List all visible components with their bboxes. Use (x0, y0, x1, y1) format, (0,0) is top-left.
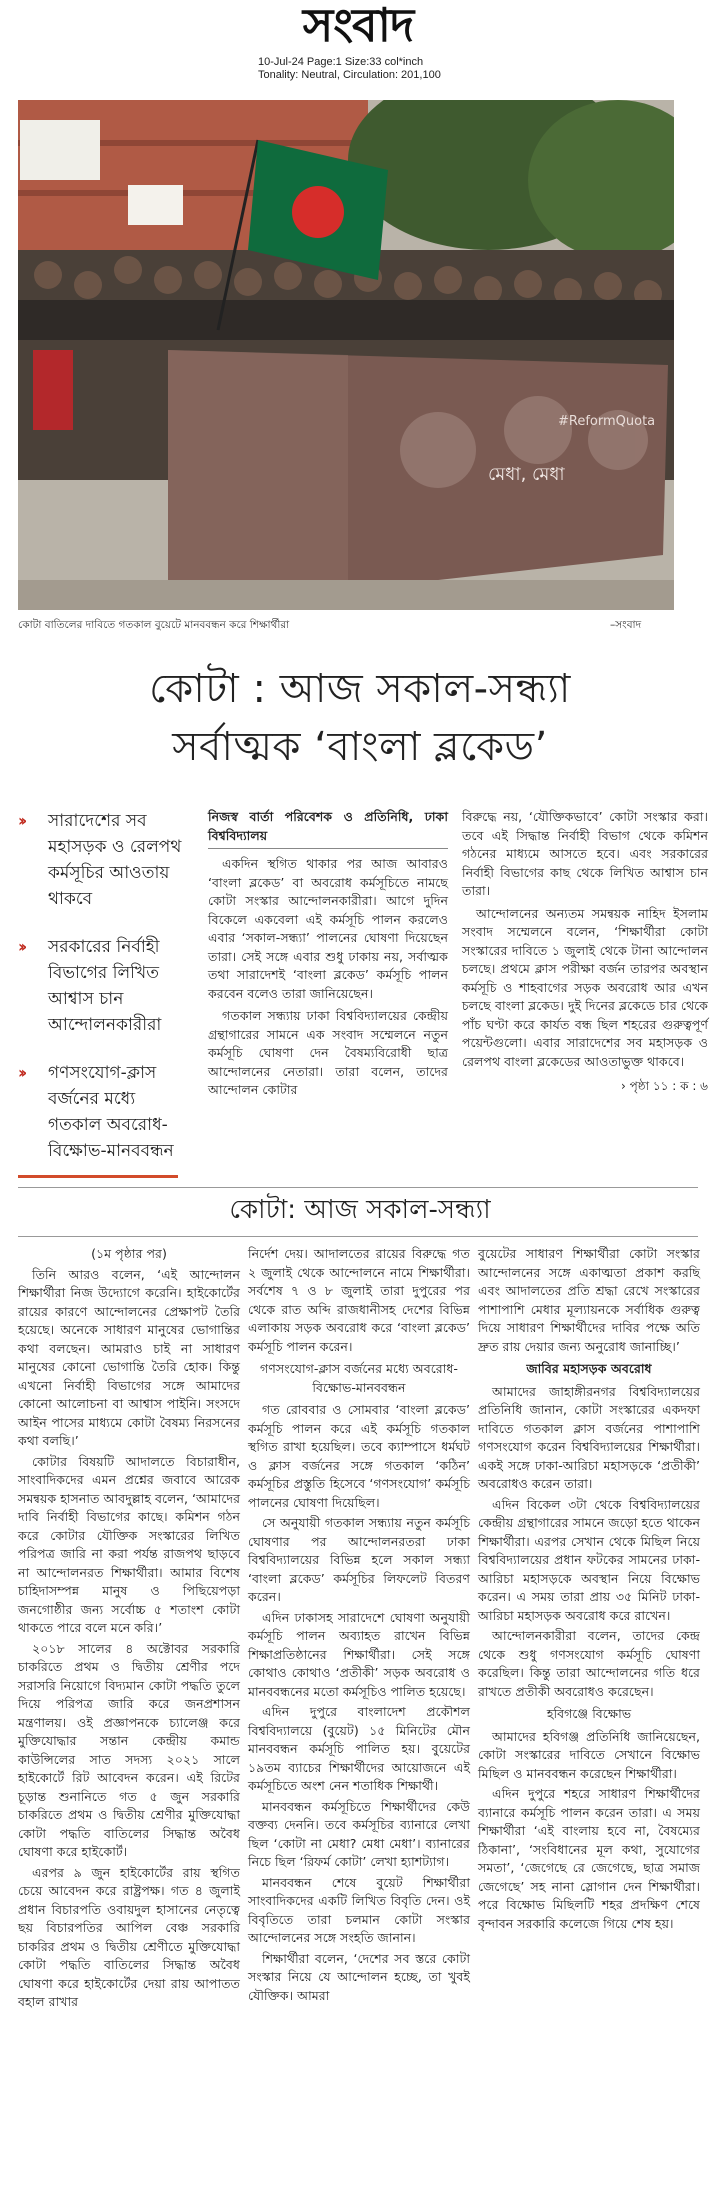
double-arrow-icon: ›› (18, 1063, 24, 1082)
subheading: গণসংযোগ-ক্লাস বর্জনের মধ্যে অবরোধ-বিক্ষোভ-মানববন্ধন (260, 1361, 458, 1395)
double-arrow-icon: ›› (18, 811, 24, 830)
byline: নিজস্ব বার্তা পরিবেশক ও প্রতিনিধি, ঢাকা বিশ্ববিদ্যালয় (208, 808, 448, 849)
news-photo (18, 100, 674, 610)
banner-slogan: মেধা, মেধা (488, 464, 565, 485)
highlights-rule (18, 1175, 178, 1178)
continued-on: › পৃষ্ঠা ১১ : ক : ৬ (621, 1079, 708, 1093)
continued-from: (১ম পৃষ্ঠার পর) (91, 1246, 167, 1261)
highlight-item (18, 1060, 193, 1164)
paragraph: আমাদের জাহাঙ্গীরনগর বিশ্ববিদ্যালয়ের প্রতিনিধি জানান, কোটা সংস্কারের একদফা দাবিতে গতকাল ক্লাস বর্জনের পাশাপাশি গণসংযোগ করেন বিশ্ববিদ্যালয়ের শিক্ষার্থীরা। একই সঙ্গে ঢাকা-আরিচা মহাসড়কে ‘প্রতীকী’ অবরোধও করেন তারা। (478, 1383, 700, 1491)
paragraph: এদিন ঢাকাসহ সারাদেশে ঘোষণা অনুযায়ী কর্মসূচি পালন অব্যাহত রাখেন বিভিন্ন শিক্ষাপ্রতিষ্ঠানের শিক্ষার্থীরা। সেই সঙ্গে কোথাও কোথাও ‘প্রতীকী’ সড়ক অবরোধ ও মানববন্ধনের মতো কর্মসূচিও পালিত হয়েছে। (248, 1609, 470, 1699)
paragraph: কোটার বিষয়টি আদালতে বিচারাধীন, সাংবাদিকদের এমন প্রশ্নের জবাবে আরেক সমন্বয়ক হাসনাত আবদুল্লাহ বলেন, ‘আমাদের দাবি নির্বাহী বিভাগের কাছে। কমিশন গঠন করে কোটার যৌক্তিক সংস্কারের লিখিত পরিপত্র জারি না করা পর্যন্ত রাজপথ ছাড়বে না আন্দোলনরত শিক্ষার্থীরা। আমার বিশেষ চাহিদাসম্পন্ন মানুষ ও পিছিয়েপড়া জনগোষ্ঠীর জন্য সর্বোচ্চ ৫ শতাংশ কোটা থাকতে পারে বলে মনে করি।’ (18, 1453, 240, 1635)
paragraph: নির্দেশ দেয়। আদালতের রায়ের বিরুদ্ধে গত ২ জুলাই থেকে আন্দোলনে নামে শিক্ষার্থীরা। সর্বশেষ ৭ ও ৮ জুলাই তারা দুপুরের পর থেকে রাত অব্দি রাজধানীসহ দেশের বিভিন্ন এলাকায় সড়ক অবরোধ করে ‘বাংলা ব্লকেড’ কর্মসূচি পালন করেন। (248, 1246, 470, 1354)
paragraph: তিনি আরও বলেন, ‘এই আন্দোলন শিক্ষার্থীরা নিজ উদ্যোগে করেনি। হাইকোর্টের রায়ের কারণে আন্দোলনের প্রেক্ষাপট তৈরি হয়েছে। অনেকে সাধারণ মানুষের ভোগান্তির কথা বলছেন। আমরাও চাই না সাধারণ মানুষের কোনো ভোগান্তি তৈরি হোক। কিন্তু এখনো নির্বাহী বিভাগের সঙ্গে আমাদের কোনো আলোচনা বা আশ্বাস পাইনি। সংসদে আইন পাসের মাধ্যমে কোটা বৈষম্য নিরসনের কথা বলছি।’ (18, 1266, 240, 1448)
paragraph: মানববন্ধন শেষে বুয়েট শিক্ষার্থীরা সাংবাদিকদের একটি লিখিত বিবৃতি দেন। ওই বিবৃতিতে তারা চলমান কোটা সংস্কার আন্দোলনের সঙ্গে সংহতি জানান। (248, 1874, 470, 1945)
paragraph: আন্দোলনের অন্যতম সমন্বয়ক নাহিদ ইসলাম সংবাদ সম্মেলনে বলেন, ‘শিক্ষার্থীরা কোটা সংস্কারের দাবিতে ১ জুলাই থেকে টানা আন্দোলন চলছে। প্রথমে ক্লাস পরীক্ষা বর্জন তারপর অবস্থান কর্মসূচি ও শাহবাগের সড়ক অবরোধ আর এখন চলছে বাংলা ব্লকেড। দুই দিনের ব্লকেডে চার থেকে পাঁচ ঘণ্টা করে কার্যত বন্ধ ছিল শহরের গুরুত্বপূর্ণ পয়েন্টগুলো। এবার সারাদেশের সব মহাসড়ক ও রেলপথ বাংলা ব্লকেডের আওতাভুক্ত থাকবে। (462, 905, 708, 1069)
section-divider-bottom (18, 1236, 698, 1237)
jump-column-2 (248, 1245, 470, 2007)
photo-caption: কোটা বাতিলের দাবিতে গতকাল বুয়েটে মানববন্ধন করে শিক্ষার্থীরা (18, 619, 290, 631)
paragraph: ২০১৮ সালের ৪ অক্টোবর সরকারি চাকরিতে প্রথম ও দ্বিতীয় শ্রেণীর পদে সরাসরি নিয়োগে বিদ্যমান কোটা পদ্ধতি তুলে দিয়ে পরিপত্র জারি করে জনপ্রশাসন মন্ত্রণালয়। ওই প্রজ্ঞাপনকে চ্যালেঞ্জ করে মুক্তিযোদ্ধার সন্তান কেন্দ্রীয় কমান্ড কাউন্সিলের সাত সদস্য ২০২১ সালে হাইকোর্টে রিট আবেদন করেন। এই রিটের চূড়ান্ত শুনানিতে গত ৫ জুন সরকারি চাকরিতে প্রথম ও দ্বিতীয় শ্রেণীর মুক্তিযোদ্ধা কোটা পদ্ধতি বাতিলের সিদ্ধান্ত অবৈধ ঘোষণা করে হাইকোর্ট। (18, 1640, 240, 1859)
jump-column-1 (18, 1245, 240, 2014)
masthead (0, 0, 715, 92)
paragraph: সে অনুযায়ী গতকাল সন্ধ্যায় নতুন কর্মসূচি ঘোষণার পর আন্দোলনরতরা ঢাকা বিশ্ববিদ্যালয়ের বিভিন্ন হলে সকাল সন্ধ্যা ‘বাংলা ব্লকেড’ কর্মসূচির লিফলেট বিতরণ করেন। (248, 1515, 470, 1604)
double-arrow-icon: ›› (18, 937, 24, 956)
paragraph: এদিন বিকেল ৩টা থেকে বিশ্ববিদ্যালয়ের কেন্দ্রীয় গ্রন্থাগারের সামনে জড়ো হতে থাকেন শিক্ষার্থীরা। এরপর সেখান থেকে মিছিল নিয়ে বিশ্ববিদ্যালয়ের প্রধান ফটকের সামনের ঢাকা-আরিচা মহাসড়কে অবস্থান নিয়ে বিক্ষোভ করেন। এ সময় তারা প্রায় ৩৫ মিনিট ঢাকা-আরিচা মহাসড়ক অবরোধ করে রাখেন। (478, 1496, 700, 1623)
paragraph: আন্দোলনকারীরা বলেন, তাদের কেন্দ্র থেকে শুধু গণসংযোগ কর্মসূচি ঘোষণা করেছিল। কিন্তু তারা আন্দোলনের গতি ধরে রাখতে প্রতীকী অবরোধও করেছেন। (478, 1628, 700, 1699)
paragraph: মানববন্ধন কর্মসূচিতে শিক্ষার্থীদের কেউ বক্তব্য দেননি। তবে কর্মসূচির ব্যানারে লেখা ছিল ‘কোটা না মেধা? মেধা মেধা’। ব্যানারের নিচে ছিল ‘রিফর্ম কোটা’ লেখা হ্যাশট্যাগ। (248, 1798, 470, 1869)
article-column-2 (462, 808, 708, 1096)
main-headline (40, 660, 680, 776)
highlight-text: সারাদেশের সব মহাসড়ক ও রেলপথ কর্মসূচির আওতায় থাকবে (48, 811, 182, 909)
newspaper-logo: সংবাদ (218, 0, 498, 50)
clipping-meta-tonality: Tonality: Neutral, Circulation: 201,100 (258, 69, 441, 81)
paragraph: একদিন স্থগিত থাকার পর আজ আবারও ‘বাংলা ব্লকেড’ বা অবরোধ কর্মসূচিতে নামছে কোটা সংস্কার আন্দোলনকারীরা। আগে দুদিন বিকেলে একবেলা এই কর্মসূচি পালন করলেও এবার ‘সকাল-সন্ধ্যা’ পালনের ঘোষণা দিয়েছেন তারা। সেই সঙ্গে এবার শুধু ঢাকায় নয়, সর্বাত্মক তথা সারাদেশই ‘বাংলা ব্লকেড’ কর্মসূচি পালন করবেন বলেও তারা জানিয়েছেন। (208, 856, 448, 1001)
paragraph: বুয়েটের সাধারণ শিক্ষার্থীরা কোটা সংস্কার আন্দোলনের সঙ্গে একাত্মতা প্রকাশ করছি এবং আদালতের প্রতি শ্রদ্ধা রেখে সংস্কারের পাশাপাশি মেধার মূল্যায়নকে সর্বাধিক গুরুত্ব দিয়ে সাধারণ শিক্ষার্থীদের দাবির পক্ষে অতি দ্রুত রায় দেয়ার জন্য অনুরোধ জানাচ্ছি।’ (478, 1246, 700, 1354)
paragraph: গত রোববার ও সোমবার ‘বাংলা ব্লকেড’ কর্মসূচি পালন করে এই কর্মসূচি গতকাল স্থগিত রাখা হয়েছিল। তবে ক্যাম্পাসে ধর্মঘট ও ক্লাস বর্জনের সঙ্গে গতকাল ‘কঠিন’ কর্মসূচির প্রস্তুতি হিসেবে ‘গণসংযোগ’ কর্মসূচি পালনের ঘোষণা দিয়েছিল। (248, 1402, 470, 1510)
section-divider-top (18, 1187, 698, 1188)
highlights (18, 808, 193, 1186)
paragraph: এদিন দুপুরে বাংলাদেশ প্রকৌশল বিশ্ববিদ্যালয়ে (বুয়েট) ১৫ মিনিটের মৌন মানববন্ধন কর্মসূচি পালিত হয়। বুয়েটের ১৯তম ব্যাচের শিক্ষার্থীদের আয়োজনে এই কর্মসূচিতে অংশ নেন শতাধিক শিক্ষার্থী। (248, 1704, 470, 1793)
paragraph: গতকাল সন্ধ্যায় ঢাকা বিশ্ববিদ্যালয়ের কেন্দ্রীয় গ্রন্থাগারের সামনে এক সংবাদ সম্মেলনে নতুন কর্মসূচি ঘোষণা দেন বৈষম্যবিরোধী ছাত্র আন্দোলনের নেতারা। তারা বলেন, তাদের আন্দোলন কোটার (208, 1008, 448, 1097)
jump-column-3 (478, 1245, 700, 1935)
paragraph: এদিন দুপুরে শহরে সাধারণ শিক্ষার্থীদের ব্যানারে কর্মসূচি পালন করেন তারা। এ সময় শিক্ষার্থীরা ‘এই বাংলায় হবে না, বৈষম্যের ঠিকানা’, ‘সংবিধানের মূল কথা, সুযোগের সমতা’, ‘জেগেছে রে জেগেছে, ছাত্র সমাজ জেগেছে’ সহ নানা স্লোগান দেন শিক্ষার্থীরা। পরে বিক্ষোভ মিছিলটি শহর প্রদক্ষিণ শেষে বৃন্দাবন সরকারি কলেজে গিয়ে শেষ হয়। (478, 1786, 700, 1931)
highlight-item (18, 934, 193, 1038)
highlight-text: গণসংযোগ-ক্লাস বর্জনের মধ্যে গতকাল অবরোধ-বিক্ষোভ-মানববন্ধন (48, 1063, 174, 1161)
protest-photo-illustration (18, 100, 674, 610)
subheading: হবিগঞ্জে বিক্ষোভ (546, 1706, 632, 1721)
photo-credit: –সংবাদ (610, 619, 642, 631)
headline-line-2: সর্বাত্মক ‘বাংলা ব্লকেড’ (172, 724, 548, 770)
article-column-1 (208, 808, 448, 1104)
banner-hashtag: #ReformQuota (558, 414, 656, 429)
paragraph: বিরুদ্ধে নয়, ‘যৌক্তিকভাবে’ কোটা সংস্কার করা। তবে এই সিদ্ধান্ত নির্বাহী বিভাগ থেকে কমিশন গঠনের মাধ্যমে আসতে হবে। এবং সরকারের নির্বাহী বিভাগের কাছ থেকে লিখিত আশ্বাস চান তারা। (462, 809, 708, 898)
subheading: জাবির মহাসড়ক অবরোধ (526, 1361, 652, 1376)
clipping-meta (258, 56, 558, 82)
paragraph: শিক্ষার্থীরা বলেন, ‘দেশের সব স্তরে কোটা সংস্কার নিয়ে যে আন্দোলন হচ্ছে, তা খুবই যৌক্তিক। আমরা (248, 1950, 470, 2003)
paragraph: এরপর ৯ জুন হাইকোর্টের রায় স্থগিত চেয়ে আবেদন করে রাষ্ট্রপক্ষ। গত ৪ জুলাই প্রধান বিচারপতি ওবায়দুল হাসানের নেতৃত্বে ছয় বিচারপতির আপিল বেঞ্চ সরকারি চাকরির প্রথম ও দ্বিতীয় শ্রেণীতে মুক্তিযোদ্ধা কোটা পদ্ধতি বাতিলের সিদ্ধান্ত অবৈধ ঘোষণা করে হাইকোর্টের দেয়া রায় আপাতত বহাল রাখার (18, 1864, 240, 2009)
clipping-meta-date: 10-Jul-24 Page:1 Size:33 col*inch (258, 56, 424, 68)
headline-line-1: কোটা : আজ সকাল-সন্ধ্যা (149, 666, 571, 712)
jump-headline: কোটা: আজ সকাল-সন্ধ্যা (229, 1195, 491, 1225)
paragraph: আমাদের হবিগঞ্জ প্রতিনিধি জানিয়েছেন, কোটা সংস্কারের দাবিতে সেখানে বিক্ষোভ মিছিল ও মানববন্ধন করেছেন শিক্ষার্থীরা। (478, 1728, 700, 1781)
highlight-text: সরকারের নির্বাহী বিভাগের লিখিত আশ্বাস চান আন্দোলনকারীরা (48, 937, 162, 1035)
highlight-item (18, 808, 193, 912)
